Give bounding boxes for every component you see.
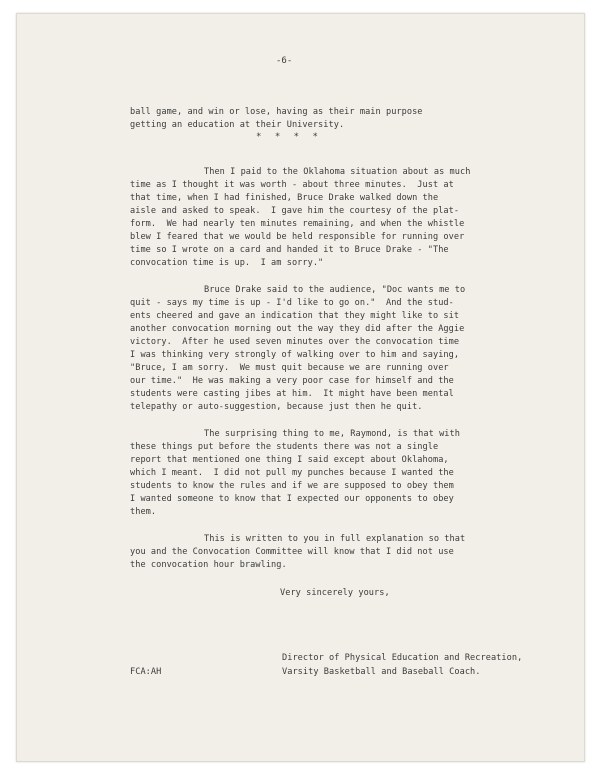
paragraph-line: time as I thought it was worth - about three minutes. Just at bbox=[130, 180, 454, 190]
paragraph-line: aisle and asked to speak. I gave him the courtesy of the plat- bbox=[130, 206, 460, 216]
paragraph-line: I was thinking very strongly of walking over to him and saying, bbox=[130, 350, 460, 360]
paragraph-line: telepathy or auto-suggestion, because just then he quit. bbox=[130, 402, 423, 412]
paragraph-line: Bruce Drake said to the audience, "Doc wants me to bbox=[204, 285, 466, 295]
paragraph-line: "Bruce, I am sorry. We must quit because we are running over bbox=[130, 363, 449, 373]
paragraph-line: another convocation morning out the way they did after the Aggie bbox=[130, 324, 465, 334]
signature-title: Varsity Basketball and Baseball Coach. bbox=[282, 667, 481, 677]
paragraph-line: ents cheered and gave an indication that they might like to sit bbox=[130, 311, 460, 321]
paragraph-line: our time." He was making a very poor case for himself and the bbox=[130, 376, 454, 386]
paragraph-line: these things put before the students there was not a single bbox=[130, 442, 439, 452]
paragraph-line: Then I paid to the Oklahoma situation about as much bbox=[204, 167, 471, 177]
paragraph-line: This is written to you in full explanation so that bbox=[204, 534, 466, 544]
paragraph-line: that time, when I had finished, Bruce Drake walked down the bbox=[130, 193, 439, 203]
paragraph-line: you and the Convocation Committee will know that I did not use bbox=[130, 547, 454, 557]
paragraph-line: victory. After he used seven minutes over the convocation time bbox=[130, 337, 460, 347]
paragraph-line: them. bbox=[130, 507, 157, 517]
paragraph-line: which I meant. I did not pull my punches because I wanted the bbox=[130, 468, 454, 478]
signature-title: Director of Physical Education and Recreation, bbox=[282, 653, 523, 663]
paragraph-line: convocation time is up. I am sorry." bbox=[130, 258, 324, 268]
page-number: -6- bbox=[276, 56, 293, 66]
paragraph-line: report that mentioned one thing I said except about Oklahoma, bbox=[130, 455, 449, 465]
paragraph-line: the convocation hour brawling. bbox=[130, 560, 287, 570]
paragraph-line: getting an education at their University. bbox=[130, 120, 345, 130]
section-separator: * * * * bbox=[256, 132, 322, 142]
paragraph-line: students were casting jibes at him. It might have been mental bbox=[130, 389, 454, 399]
paragraph-line: time so I wrote on a card and handed it to Bruce Drake - "The bbox=[130, 245, 449, 255]
paragraph-line: ball game, and win or lose, having as their main purpose bbox=[130, 107, 423, 117]
paragraph-line: I wanted someone to know that I expected our opponents to obey bbox=[130, 494, 454, 504]
paragraph-line: quit - says my time is up - I'd like to go on." And the stud- bbox=[130, 298, 454, 308]
paragraph-line: form. We had nearly ten minutes remaining, and when the whistle bbox=[130, 219, 465, 229]
complimentary-close: Very sincerely yours, bbox=[280, 588, 390, 598]
reference-initials: FCA:AH bbox=[130, 667, 162, 677]
paragraph-line: The surprising thing to me, Raymond, is that with bbox=[204, 429, 460, 439]
paragraph-line: students to know the rules and if we are supposed to obey them bbox=[130, 481, 454, 491]
paragraph-line: blew I feared that we would be held responsible for running over bbox=[130, 232, 465, 242]
